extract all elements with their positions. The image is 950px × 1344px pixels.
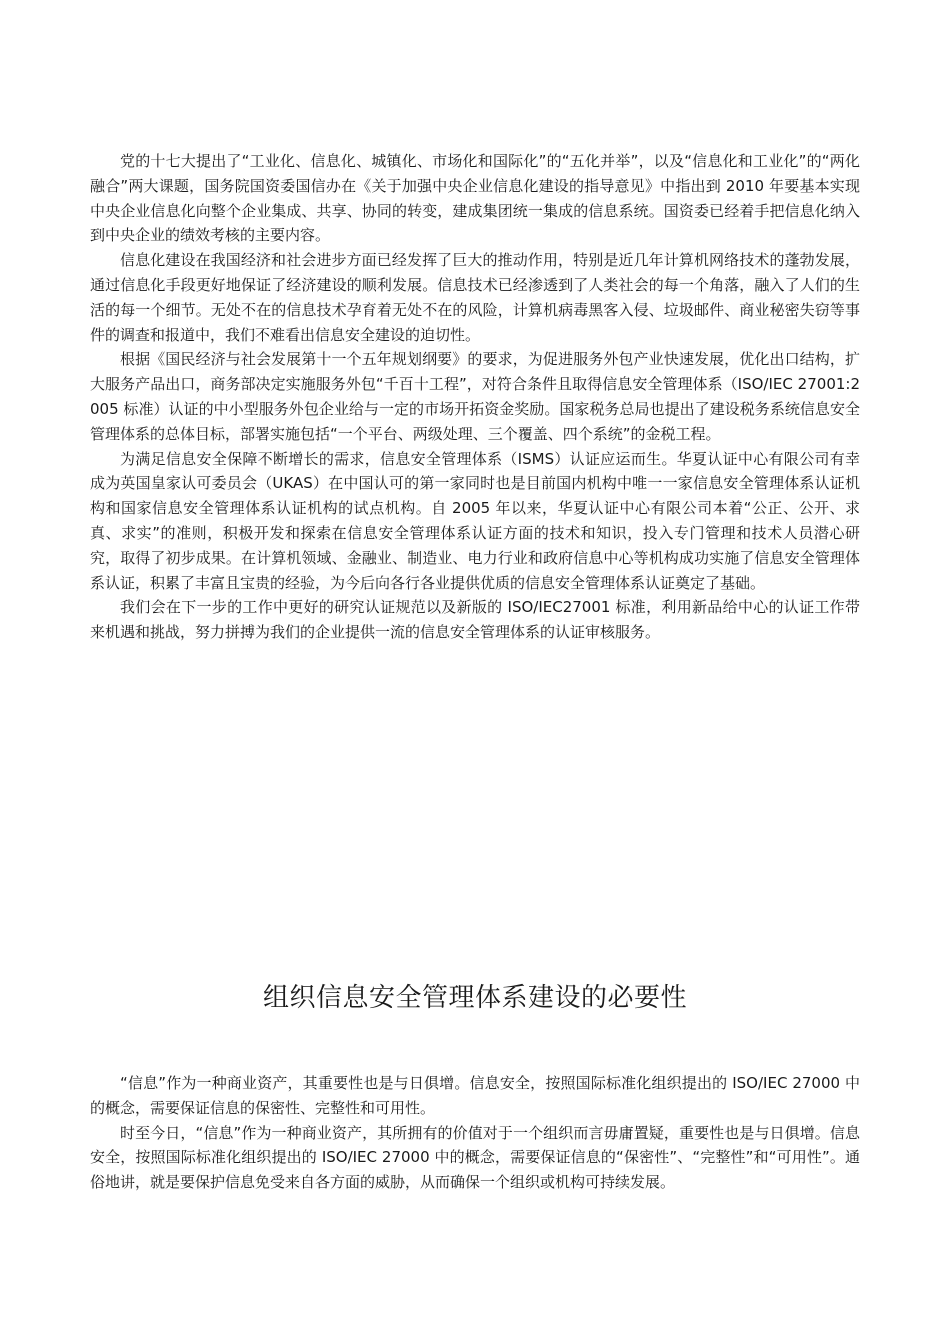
- necessity-section: [90, 1071, 860, 1195]
- intro-paragraph-3: 根据《国民经济与社会发展第十一个五年规划纲要》的要求，为促进服务外包产业快速发展，优化出口结构，扩大服务产品出口，商务部决定实施服务外包“千百十工程”，对符合条件且取得信息安全管理体系（ISO/IEC 27001:2005 标准）认证的中小型服务外包企业给与一定的市场开拓资金奖励。国家税务总局也提出了建设税务系统信息安全管理体系的总体目标，部署实施包括“一个平台、两级处理、三个覆盖、四个系统”的金税工程。: [90, 350, 860, 443]
- intro-section: [90, 149, 860, 645]
- necessity-paragraph-2: 时至今日，“信息”作为一种商业资产，其所拥有的价值对于一个组织而言毋庸置疑，重要性也是与日俱增。信息安全，按照国际标准化组织提出的 ISO/IEC 27000 中的概念，需要保证信息的“保密性”、“完整性”和“可用性”。通俗地讲，就是要保护信息免受来自各方面的威胁，从而确保一个组织或机构可持续发展。: [90, 1123, 860, 1192]
- intro-paragraph-2: 信息化建设在我国经济和社会进步方面已经发挥了巨大的推动作用，特别是近几年计算机网络技术的蓬勃发展，通过信息化手段更好地保证了经济建设的顺利发展。信息技术已经渗透到了人类社会的每一个角落，融入了人们的生活的每一个细节。无处不在的信息技术孕育着无处不在的风险，计算机病毒黑客入侵、垃圾邮件、商业秘密失窃等事件的调查和报道中，我们不难看出信息安全建设的迫切性。: [90, 251, 860, 344]
- intro-paragraph-5: 我们会在下一步的工作中更好的研究认证规范以及新版的 ISO/IEC27001 标准，利用新品给中心的认证工作带来机遇和挑战，努力拼搏为我们的企业提供一流的信息安全管理体系的认证审核服务。: [90, 598, 860, 642]
- necessity-paragraph-1: “信息”作为一种商业资产，其重要性也是与日俱增。信息安全，按照国际标准化组织提出的 ISO/IEC 27000 中的概念，需要保证信息的保密性、完整性和可用性。: [90, 1074, 860, 1117]
- intro-paragraph-1: 党的十七大提出了“工业化、信息化、城镇化、市场化和国际化”的“五化并举”，以及“信息化和工业化”的“两化融合”两大课题，国务院国资委国信办在《关于加强中央企业信息化建设的指导意见》中指出到 2010 年要基本实现中央企业信息化向整个企业集成、共享、协同的转变，建成集团统一集成的信息系统。国资委已经着手把信息化纳入到中央企业的绩效考核的主要内容。: [90, 152, 860, 245]
- intro-paragraph-4: 为满足信息安全保障不断增长的需求，信息安全管理体系（ISMS）认证应运而生。华夏认证中心有限公司有幸成为英国皇家认可委员会（UKAS）在中国认可的第一家同时也是目前国内机构中唯一一家信息安全管理体系认证机构和国家信息安全管理体系认证机构的试点机构。自 2005 年以来，华夏认证中心有限公司本着“公正、公开、求真、求实”的准则，积极开发和探索在信息安全管理体系认证方面的技术和知识，投入专门管理和技术人员潜心研究，取得了初步成果。在计算机领域、金融业、制造业、电力行业和政府信息中心等机构成功实施了信息安全管理体系认证，积累了丰富且宝贵的经验，为今后向各行各业提供优质的信息安全管理体系认证奠定了基础。: [90, 449, 860, 592]
- section-title: 组织信息安全管理体系建设的必要性: [262, 983, 687, 1013]
